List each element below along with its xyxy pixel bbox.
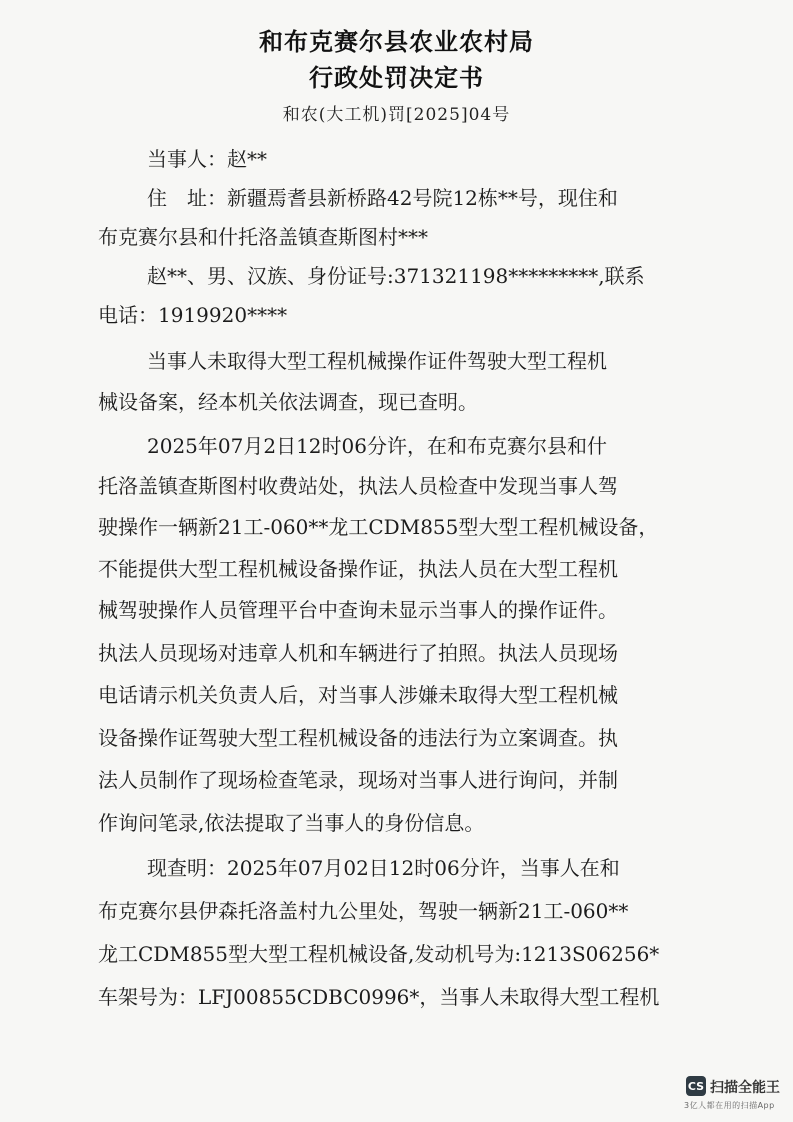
address-line: 住 址：新疆焉耆县新桥路42号院12栋**号，现住和 xyxy=(147,186,618,210)
scanner-logo-icon: CS xyxy=(686,1076,706,1096)
findings-line: 车架号为：LFJ00855CDBC0996*，当事人未取得大型工程机 xyxy=(98,985,660,1009)
paragraph-line: 托洛盖镇查斯图村收费站处，执法人员检查中发现当事人驾 xyxy=(98,474,618,498)
paragraph-line: 电话请示机关负责人后，对当事人涉嫌未取得大型工程机械 xyxy=(98,683,618,707)
findings-line: 现查明：2025年07月02日12时06分许，当事人在和 xyxy=(147,856,620,880)
findings-line: 龙工CDM855型大型工程机械设备,发动机号为:1213S06256* xyxy=(98,942,660,966)
document-number: 和农(大工机)罚[2025]04号 xyxy=(282,105,511,125)
paragraph-line: 执法人员现场对违章人机和车辆进行了拍照。执法人员现场 xyxy=(98,641,618,665)
document-subtitle: 行政处罚决定书 xyxy=(309,64,484,92)
scanner-tagline: 3亿人都在用的扫描App xyxy=(684,1101,775,1110)
findings-line: 布克赛尔县伊森托洛盖村九公里处，驾驶一辆新21工-060** xyxy=(98,899,629,923)
address-line-cont: 布克赛尔县和什托洛盖镇查斯图村*** xyxy=(98,225,428,249)
case-summary-line: 当事人未取得大型工程机械操作证件驾驶大型工程机 xyxy=(147,349,607,373)
paragraph-line: 2025年07月2日12时06分许，在和布克赛尔县和什 xyxy=(147,434,607,458)
paragraph-line: 不能提供大型工程机械设备操作证，执法人员在大型工程机 xyxy=(98,557,618,581)
identity-line: 赵**、男、汉族、身份证号:371321198*********,联系 xyxy=(147,264,645,288)
phone-line: 电话：1919920**** xyxy=(98,303,288,327)
paragraph-line: 作询问笔录,依法提取了当事人的身份信息。 xyxy=(98,811,485,835)
paragraph-line: 法人员制作了现场检查笔录，现场对当事人进行询问，并制 xyxy=(98,768,618,792)
scanner-brand: 扫描全能王 xyxy=(710,1080,780,1096)
case-summary-line-cont: 械设备案，经本机关依法调查，现已查明。 xyxy=(98,390,478,414)
paragraph-line: 设备操作证驾驶大型工程机械设备的违法行为立案调查。执 xyxy=(98,726,618,750)
document-title: 和布克赛尔县农业农村局 xyxy=(259,28,534,56)
party-name-line: 当事人：赵** xyxy=(147,147,267,171)
paragraph-line: 械驾驶操作人员管理平台中查询未显示当事人的操作证件。 xyxy=(98,598,618,622)
paragraph-line: 驶操作一辆新21工-060**龙工CDM855型大型工程机械设备， xyxy=(98,515,659,539)
